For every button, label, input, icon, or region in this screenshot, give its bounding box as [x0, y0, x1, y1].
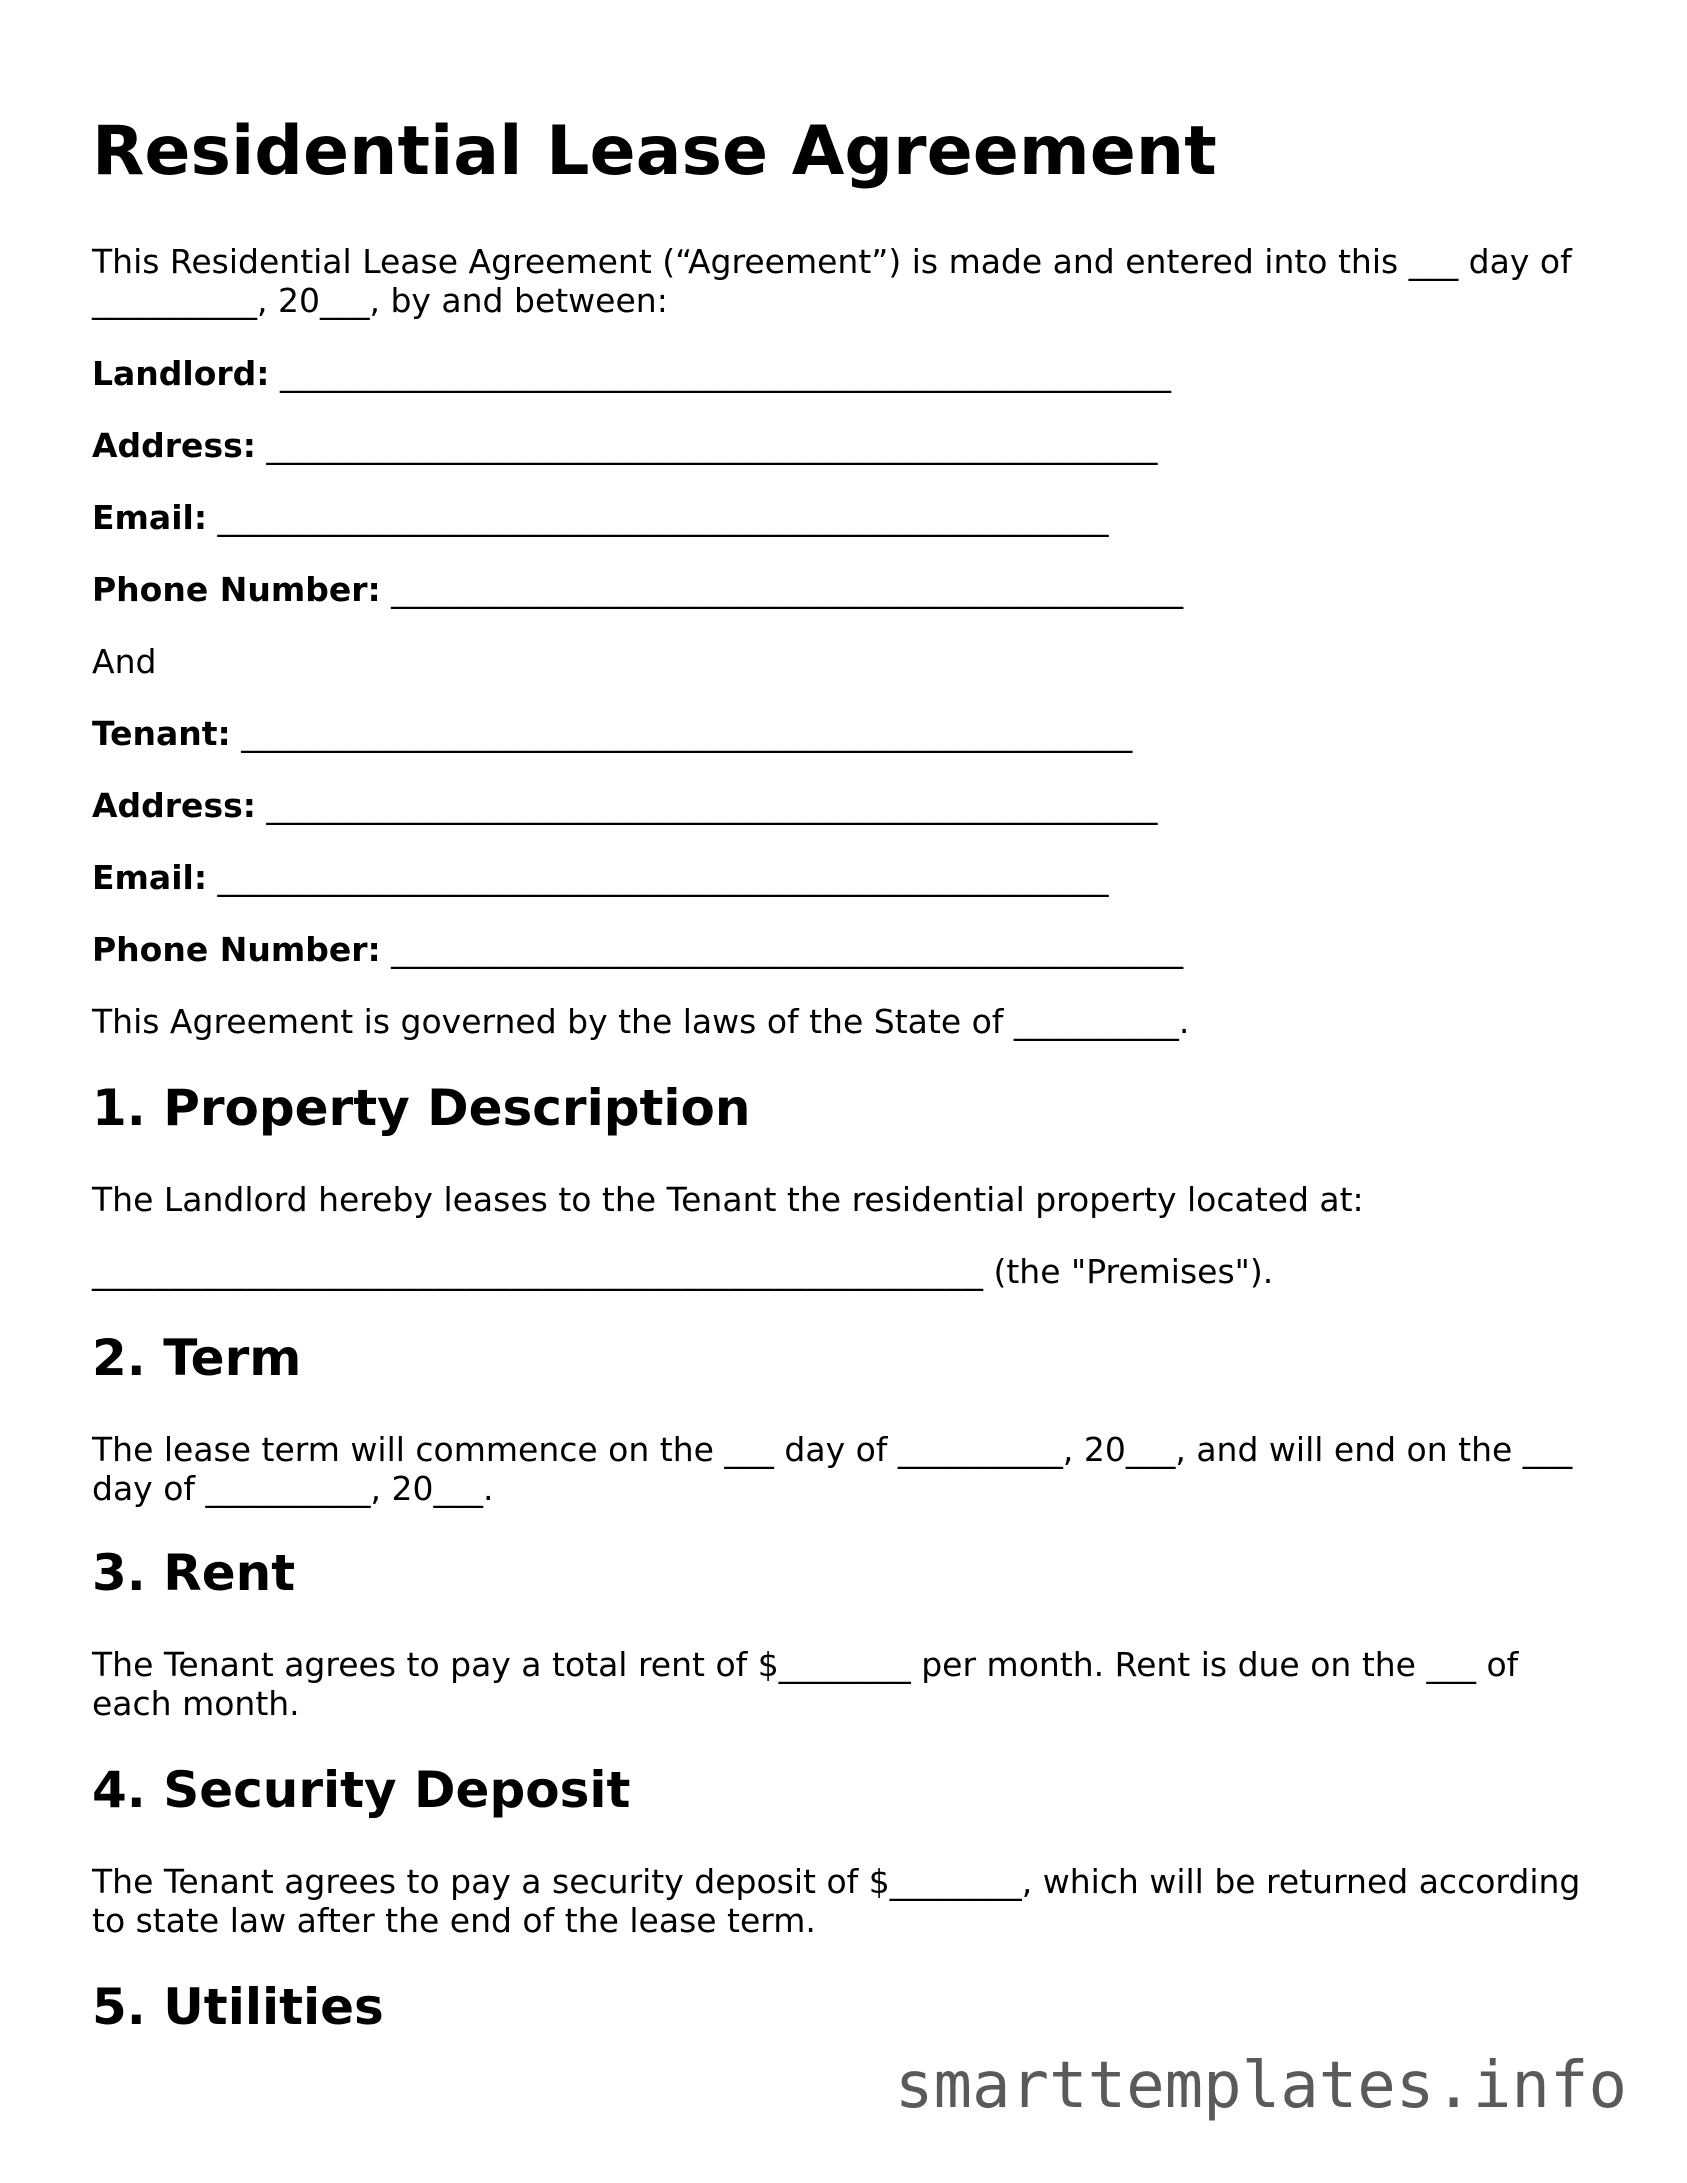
and-text: And — [92, 642, 157, 681]
section-4-heading: 4. Security Deposit — [92, 1761, 631, 1819]
watermark-text: smarttemplates.info — [894, 2049, 1627, 2123]
tenant-email-label: Email: — [92, 858, 208, 897]
section-1-line-2: ______________________________________________________ (the "Premises"). — [92, 1252, 1274, 1291]
section-3-heading: 3. Rent — [92, 1544, 296, 1602]
landlord-phone-blank[interactable]: ________________________________________________ — [380, 570, 1184, 609]
tenant-name-label: Tenant: — [92, 714, 231, 753]
tenant-email-blank[interactable]: ______________________________________________________ — [207, 858, 1109, 897]
tenant-name-blank[interactable]: ______________________________________________________ — [230, 714, 1133, 753]
section-4-line-2: to state law after the end of the lease term. — [92, 1901, 816, 1940]
section-5-heading: 5. Utilities — [92, 1978, 384, 2036]
landlord-name-blank[interactable]: ______________________________________________________ — [269, 354, 1171, 393]
tenant-address-label: Address: — [92, 786, 256, 825]
landlord-name-label: Landlord: — [92, 354, 270, 393]
tenant-phone-field[interactable] — [92, 930, 1183, 969]
landlord-address-label: Address: — [92, 426, 256, 465]
tenant-phone-blank[interactable]: ________________________________________________ — [380, 930, 1184, 969]
document-title: Residential Lease Agreement — [92, 112, 1217, 191]
section-1-line-1: The Landlord hereby leases to the Tenant the residential property located at: — [92, 1180, 1364, 1219]
intro-line-1: This Residential Lease Agreement (“Agreement”) is made and entered into this ___ day of — [92, 242, 1572, 281]
landlord-phone-field[interactable] — [92, 570, 1183, 609]
landlord-email-blank[interactable]: ______________________________________________________ — [207, 498, 1109, 537]
intro-line-2: __________, 20___, by and between: — [92, 281, 668, 320]
section-3-line-2: each month. — [92, 1684, 300, 1723]
landlord-address-blank[interactable]: ______________________________________________________ — [255, 426, 1158, 465]
landlord-address-field[interactable] — [92, 426, 1157, 465]
tenant-phone-label: Phone Number: — [92, 930, 381, 969]
tenant-address-field[interactable] — [92, 786, 1157, 825]
landlord-email-label: Email: — [92, 498, 208, 537]
section-2-heading: 2. Term — [92, 1329, 302, 1387]
section-2-line-2: day of __________, 20___. — [92, 1469, 494, 1508]
tenant-name-field[interactable] — [92, 714, 1132, 753]
landlord-phone-label: Phone Number: — [92, 570, 381, 609]
section-3-line-1: The Tenant agrees to pay a total rent of $________ per month. Rent is due on the ___ of — [92, 1645, 1519, 1684]
section-4-line-1: The Tenant agrees to pay a security deposit of $________, which will be returned according — [92, 1862, 1581, 1901]
tenant-address-blank[interactable]: ______________________________________________________ — [255, 786, 1158, 825]
landlord-name-field[interactable] — [92, 354, 1171, 393]
landlord-email-field[interactable] — [92, 498, 1109, 537]
tenant-email-field[interactable] — [92, 858, 1109, 897]
governing-law-text: This Agreement is governed by the laws of the State of __________. — [92, 1002, 1190, 1041]
section-2-line-1: The lease term will commence on the ___ day of __________, 20___, and will end on the ___ — [92, 1430, 1573, 1469]
section-1-heading: 1. Property Description — [92, 1079, 751, 1137]
